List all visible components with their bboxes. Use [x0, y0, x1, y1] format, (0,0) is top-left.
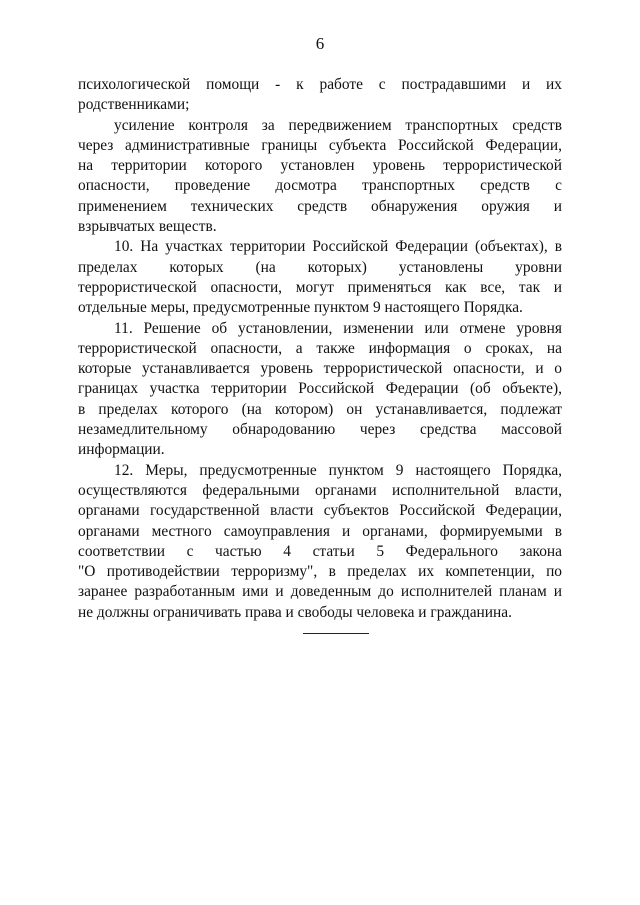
text-line: заранее разработанным ими и доведенным до исполнителей планам и	[78, 583, 562, 601]
text-line: 12. Меры, предусмотренные пунктом 9 настоящего Порядка,	[114, 461, 562, 479]
text-line: на территории которого установлен уровень террористической	[78, 157, 562, 175]
document-body	[78, 75, 562, 623]
paragraph-transport-control	[78, 116, 562, 238]
paragraph-continuation	[78, 75, 562, 116]
text-line: в пределах которого (на котором) он устанавливается, подлежат	[78, 400, 562, 418]
text-line: 10. На участках территории Российской Федерации (объектах), в	[114, 238, 562, 256]
text-line: органами местного самоуправления и органами, формируемыми в	[78, 522, 562, 540]
text-line: не должны ограничивать права и свободы человека и гражданина.	[78, 603, 512, 621]
closing-divider	[303, 633, 369, 634]
text-line: взрывчатых веществ.	[78, 218, 217, 236]
paragraph-item-10	[78, 237, 562, 318]
text-line: террористической опасности, а также информация о сроках, на	[78, 339, 562, 357]
text-line: которые устанавливается уровень террористической опасности, и о	[78, 360, 562, 378]
text-line: соответствии с частью 4 статьи 5 Федерального закона	[78, 542, 562, 560]
text-line: органами государственной власти субъектов Российской Федерации,	[78, 502, 562, 520]
text-line: отдельные меры, предусмотренные пунктом 9 настоящего Порядка.	[78, 299, 523, 317]
text-line: осуществляются федеральными органами исполнительной власти,	[78, 481, 562, 499]
text-line: границах участка территории Российской Федерации (об объекте),	[78, 380, 562, 398]
text-line: опасности, проведение досмотра транспортных средств с	[78, 177, 562, 195]
text-line: информации.	[78, 441, 165, 459]
text-line: через административные границы субъекта Российской Федерации,	[78, 136, 562, 154]
text-line: усиление контроля за передвижением транспортных средств	[114, 116, 562, 134]
paragraph-item-11	[78, 319, 562, 461]
text-line: пределах которых (на которых) установлены уровни	[78, 258, 562, 276]
text-line: 11. Решение об установлении, изменении или отмене уровня	[114, 319, 562, 337]
page-number: 6	[315, 34, 325, 53]
paragraph-item-12	[78, 461, 562, 623]
text-line: применением технических средств обнаружения оружия и	[78, 197, 562, 215]
text-line: психологической помощи - к работе с пострадавшими и их	[78, 76, 562, 93]
text-line: "О противодействии терроризму", в пределах их компетенции, по	[78, 563, 562, 581]
text-line: родственниками;	[78, 96, 190, 114]
text-line: террористической опасности, могут применяться как все, так и	[78, 278, 562, 296]
text-line: незамедлительному обнародованию через средства массовой	[78, 421, 562, 439]
